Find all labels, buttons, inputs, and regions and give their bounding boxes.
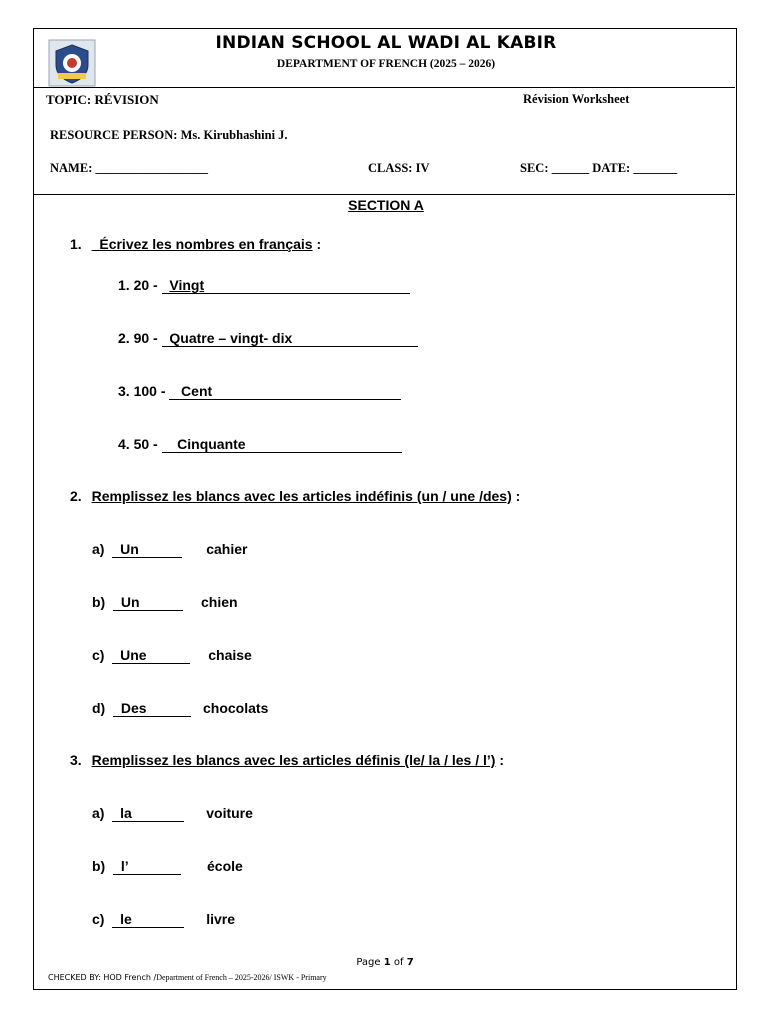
- list-item: [92, 911, 235, 928]
- item-label: b): [92, 858, 106, 874]
- question-number: 3.: [70, 752, 82, 768]
- item-word: école: [207, 858, 243, 874]
- list-item: [92, 858, 243, 875]
- list-item: [118, 436, 402, 453]
- answer-blank: [112, 806, 184, 822]
- item-word: chaise: [208, 647, 252, 663]
- answer-blank: [113, 701, 191, 717]
- item-label: 1. 20 -: [118, 277, 162, 293]
- question-number: 2.: [70, 488, 82, 504]
- answer-text: Vingt: [169, 277, 205, 293]
- item-word: chocolats: [203, 700, 269, 716]
- list-item: [92, 805, 253, 822]
- question-title: Écrivez les nombres en français: [99, 236, 313, 252]
- answer-text: Un: [120, 541, 139, 557]
- answer-blank: [112, 648, 190, 664]
- answer-blank: [162, 278, 410, 294]
- answer-blank: [112, 542, 182, 558]
- header-divider: [34, 87, 735, 88]
- item-label: a): [92, 541, 105, 557]
- item-label: c): [92, 911, 105, 927]
- question-suffix: :: [511, 488, 521, 504]
- total-pages: 7: [406, 957, 414, 968]
- item-label: a): [92, 805, 105, 821]
- item-word: chien: [201, 594, 238, 610]
- worksheet-page: [33, 28, 737, 990]
- checked-by-footer: CHECKED BY: HOD French /Department of French – 2025-2026/ ISWK - Primary: [48, 973, 327, 982]
- question-title: Remplissez les blancs avec les articles indéfinis (un / une /des): [91, 488, 512, 504]
- answer-text: le: [120, 911, 132, 927]
- item-word: livre: [206, 911, 236, 927]
- item-word: cahier: [206, 541, 248, 557]
- answer-text: Des: [120, 700, 147, 716]
- item-label: 3. 100 -: [118, 383, 170, 399]
- list-item: [92, 541, 247, 558]
- answer-text: la: [120, 805, 132, 821]
- answer-text: Cent: [181, 383, 213, 399]
- item-label: 4. 50 -: [118, 436, 162, 452]
- department-title: DEPARTMENT OF FRENCH (2025 – 2026): [276, 58, 496, 70]
- question-3: [70, 752, 504, 768]
- answer-blank: [113, 859, 181, 875]
- list-item: [92, 594, 238, 611]
- list-item: [118, 330, 418, 347]
- answer-blank: [162, 331, 418, 347]
- section-title: SECTION A: [348, 197, 424, 213]
- question-title: Remplissez les blancs avec les articles définis (le/ la / les / l’): [91, 752, 496, 768]
- resource-person: RESOURCE PERSON: Ms. Kirubhashini J.: [50, 128, 288, 142]
- question-suffix: :: [495, 752, 505, 768]
- item-label: d): [92, 700, 106, 716]
- answer-text: l’: [120, 858, 129, 874]
- school-name: INDIAN SCHOOL AL WADI AL KABIR: [215, 33, 557, 53]
- answer-text: Quatre – vingt- dix: [169, 330, 293, 346]
- sec-date-field: SEC: ______ DATE: _______: [520, 161, 678, 175]
- answer-text: Cinquante: [177, 436, 246, 452]
- item-word: voiture: [206, 805, 253, 821]
- list-item: [92, 647, 252, 664]
- worksheet-header: [34, 29, 735, 195]
- page-number: Page 1 of 7: [356, 957, 414, 968]
- question-2: [70, 488, 520, 504]
- list-item: [118, 277, 410, 294]
- answer-blank: [162, 437, 402, 453]
- topic-label: TOPIC: RÉVISION: [46, 92, 159, 107]
- answer-text: Un: [120, 594, 140, 610]
- list-item: [118, 383, 401, 400]
- question-suffix: :: [312, 236, 322, 252]
- item-label: b): [92, 594, 106, 610]
- name-field: NAME: __________________: [50, 161, 208, 175]
- answer-blank: [112, 912, 184, 928]
- answer-blank: [169, 384, 401, 400]
- worksheet-type: Révision Worksheet: [523, 92, 630, 106]
- answer-text: Une: [120, 647, 147, 663]
- answer-blank: [113, 595, 183, 611]
- item-label: 2. 90 -: [118, 330, 162, 346]
- list-item: [92, 700, 268, 717]
- question-number: 1.: [70, 236, 82, 252]
- question-1: [70, 236, 321, 252]
- item-label: c): [92, 647, 105, 663]
- class-label: CLASS: IV: [368, 161, 430, 175]
- current-page: 1: [383, 957, 391, 968]
